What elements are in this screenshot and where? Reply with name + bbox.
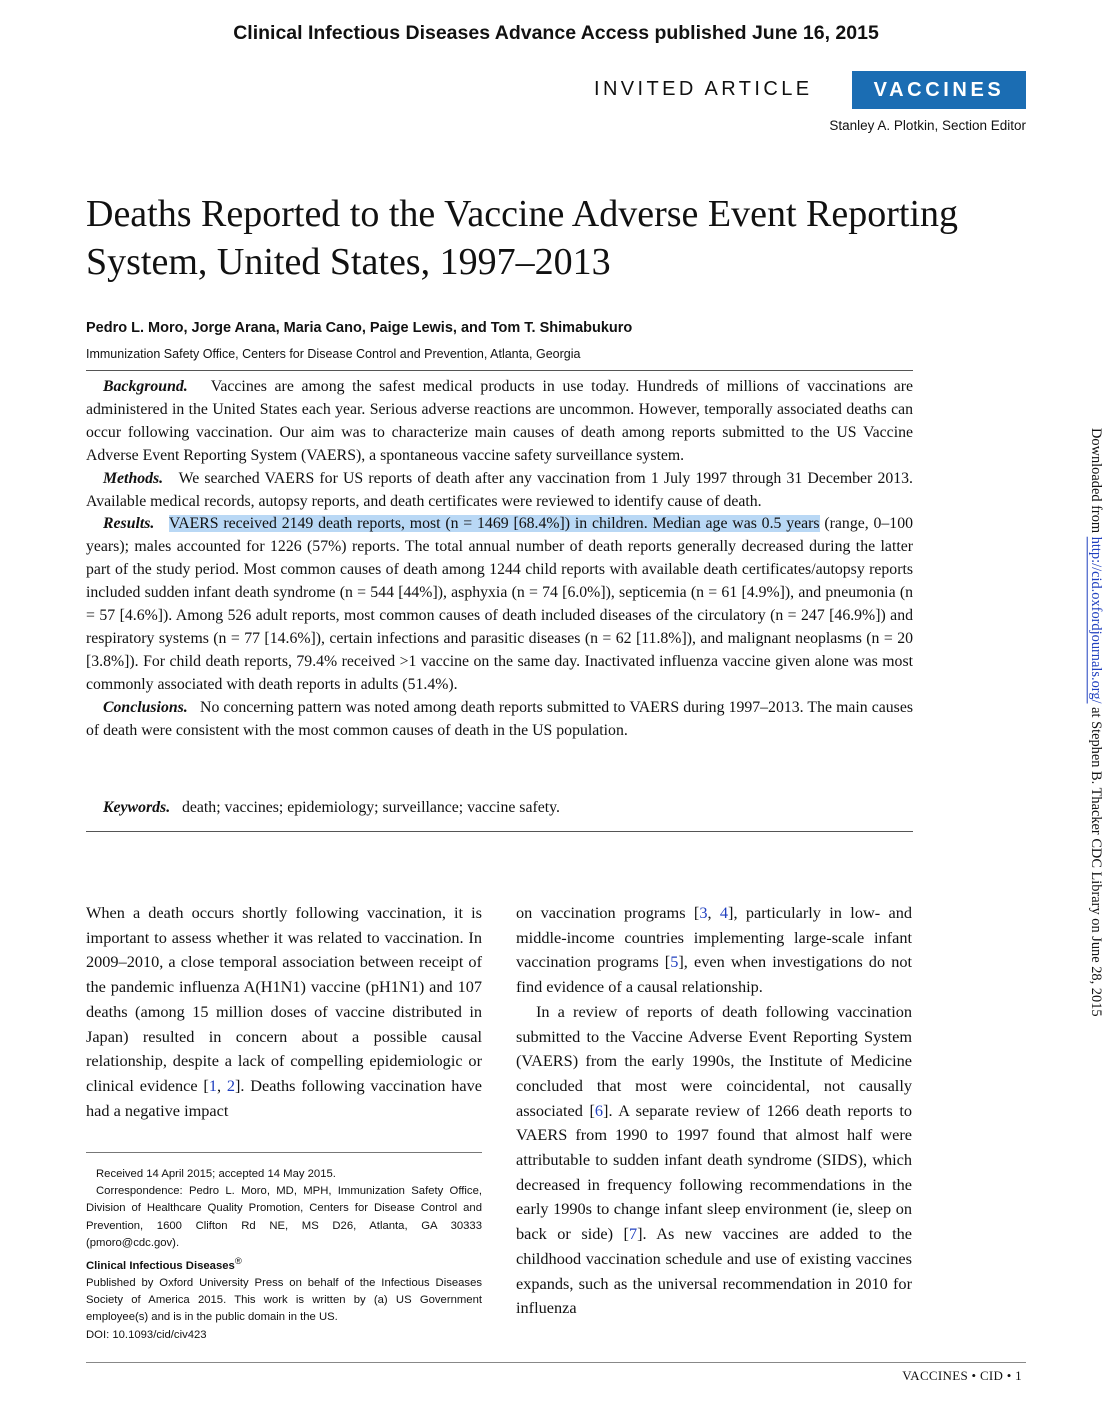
reference-link[interactable]: 1 (208, 1075, 217, 1095)
body-paragraph (516, 1000, 912, 1321)
body-text: ], even when investigations do not find evidence of a causal relationship. (516, 952, 913, 997)
body-column-left (86, 901, 482, 1123)
reference-link[interactable]: 3 (699, 903, 708, 922)
abstract-background (86, 376, 913, 468)
publisher-note: Published by Oxford University Press on behalf of the Infectious Diseases Society of America 2015. This work is written by (a) US Government employee(s) and is in the public domain in the US. (86, 1276, 482, 1324)
keywords (86, 799, 913, 817)
section-editor: Stanley A. Plotkin, Section Editor (829, 118, 1026, 133)
reference-link[interactable]: 7 (628, 1224, 638, 1244)
background-text: Vaccines are among the safest medical products in use today. Hundreds of millions of vaccinations are administered in the United States each year. Serious adverse reactions are uncommon. However, temporally associated deaths can occur following vaccination. Our aim was to characterize main causes of death among reports submitted to the US Vaccine Adverse Event Reporting System (VAERS), a spontaneous vaccine safety surveillance system. (86, 378, 913, 464)
body-column-right (516, 901, 912, 1321)
footer-rule (86, 1362, 1026, 1363)
conclusions-label: Conclusions. (103, 698, 188, 716)
side-note-suffix: at Stephen B. Thacker CDC Library on June 28, 2015 (1088, 703, 1104, 1017)
body-text: ], particularly in low- and middle-income countries implementing large-scale infant vaccination programs [ (516, 903, 913, 972)
results-label: Results. (103, 515, 155, 533)
reference-link[interactable]: 6 (594, 1100, 604, 1120)
abstract-methods (86, 468, 913, 514)
received-date: Received 14 April 2015; accepted 14 May 2015. (96, 1168, 336, 1180)
conclusions-text: No concerning pattern was noted among death reports submitted to VAERS during 1997–2013. The main causes of death were consistent with the most common causes of death in the US population. (86, 698, 913, 739)
body-paragraph: When a death occurs shortly following vaccination, it is important to assess whether it was related to vaccination. In 2009–2010, a close temporal association between receipt of the pandemic influenza A(H1N1) vaccine (pH1N1) and 107 deaths (among 15 million doses of vaccine distributed in Japan) resulted in concern about a possible causal relationship, despite a lack of compelling epidemiologic or clinical evidence [1, 2]. Deaths following vaccination have had a negative impact (86, 903, 483, 1120)
keywords-label: Keywords. (103, 799, 171, 816)
body-text: ]. As new vaccines are added to the childhood vaccination schedule and use of existing vaccines expands, such as the universal recommendation in 2010 for influenza (516, 1224, 913, 1318)
reference-link[interactable]: 2 (226, 1075, 235, 1095)
reference-link[interactable]: 4 (719, 903, 729, 922)
article-type-label: INVITED ARTICLE (594, 78, 813, 100)
abstract-top-rule (86, 370, 913, 371)
section-badge: VACCINES (852, 71, 1026, 109)
results-text: (range, 0–100 years); males accounted for 1226 (57%) reports. The total annual number of death reports generally decreased during the latter part of the study period. Most common causes of death among 1244 child reports with available death certificates/autopsy reports included sudden infant death syndrome (n = 544 [44%]), asphyxia (n = 74 [6.0%]), septicemia (n = 61 [4.9%]), and pneumonia (n = 57 [4.6%]). Among 526 adult reports, most common causes of death included diseases of the circulatory (n = 247 [46.9%]) and respiratory systems (n = 77 [14.6%]), certain infections and parasitic diseases (n = 62 [11.8%]), and malignant neoplasms (n = 20 [3.8%]). For child death reports, 79.4% received >1 vaccine on the same day. Inactivated influenza vaccine given alone was most commonly associated with death reports in adults (51.4%). (86, 515, 913, 693)
abstract-bottom-rule (86, 831, 913, 832)
registered-mark: ® (234, 1255, 242, 1267)
download-side-note (1087, 428, 1104, 1048)
journal-title: Clinical Infectious Diseases (86, 1259, 235, 1272)
footnotes (86, 1166, 482, 1344)
keywords-text: death; vaccines; epidemiology; surveillance; vaccine safety. (182, 799, 560, 816)
body-text: on vaccination programs [ (516, 903, 700, 922)
footnote-rule (86, 1152, 482, 1153)
methods-label: Methods. (103, 469, 164, 487)
journal-link[interactable]: http://cid.oxfordjournals.org/ (1088, 536, 1104, 704)
page-footer: VACCINES • CID • 1 (902, 1368, 1022, 1383)
abstract (86, 376, 913, 743)
correspondence: Correspondence: Pedro L. Moro, MD, MPH, Immunization Safety Office, Division of Healthcare Quality Promotion, Centers for Disease Control and Prevention, 1600 Clifton Rd NE, MS D26, Atlanta, GA 30333 (pmoro@cdc.gov). (86, 1185, 482, 1249)
journal-name (86, 1252, 482, 1275)
body-text: ]. A separate review of 1266 death reports to VAERS from 1990 to 1997 found that almost half were attributable to sudden infant death syndrome (SIDS), which decreased in frequency following recommendations in the early 1990s to change infant sleep environment (ie, sleep on back or side) [ (516, 1100, 912, 1244)
author-list: Pedro L. Moro, Jorge Arana, Maria Cano, Paige Lewis, and Tom T. Shimabukuro (86, 320, 633, 336)
results-highlighted-text[interactable]: VAERS received 2149 death reports, most (n = 1469 [68.4%]) in children. Median age was 0.5 years (168, 515, 820, 533)
affiliation: Immunization Safety Office, Centers for Disease Control and Prevention, Atlanta, Georgia (86, 347, 581, 361)
abstract-results (86, 513, 913, 696)
publication-header: Clinical Infectious Diseases Advance Access published June 16, 2015 (233, 22, 879, 44)
body-text: In a review of reports of death following vaccination submitted to the Vaccine Adverse Event Reporting System (VAERS) from the early 1990s, the Institute of Medicine concluded that most were coincidental, not causally associated [ (516, 1001, 912, 1120)
body-text: ]. Deaths following vaccination have had a negative impact (86, 1075, 483, 1120)
body-text: When a death occurs shortly following vaccination, it is important to assess whether it was related to vaccination. In 2009–2010, a close temporal association between receipt of the pandemic influenza A(H1N1) vaccine (pH1N1) and 107 deaths (among 15 million doses of vaccine distributed in Japan) resulted in concern about a possible causal relationship, despite a lack of compelling epidemiologic or clinical evidence [ (86, 903, 482, 1095)
background-label: Background. (103, 378, 188, 395)
doi: DOI: 10.1093/cid/civ423 (86, 1328, 207, 1341)
abstract-conclusions (86, 697, 913, 743)
reference-link[interactable]: 5 (670, 952, 679, 972)
body-paragraph: on vaccination programs [3, 4], particularly in low- and middle-income countries implementing large-scale infant vaccination programs [5], even when investigations do not find evidence of a causal relationship. (516, 903, 913, 997)
methods-text: We searched VAERS for US reports of death after any vaccination from 1 July 1997 through 31 December 2013. Available medical records, autopsy reports, and death certificates were reviewed to identify cause of death. (86, 469, 913, 510)
side-note-prefix: Downloaded from (1088, 428, 1104, 537)
article-title: Deaths Reported to the Vaccine Adverse Event Reporting System, United States, 1997–2013 (86, 193, 958, 283)
